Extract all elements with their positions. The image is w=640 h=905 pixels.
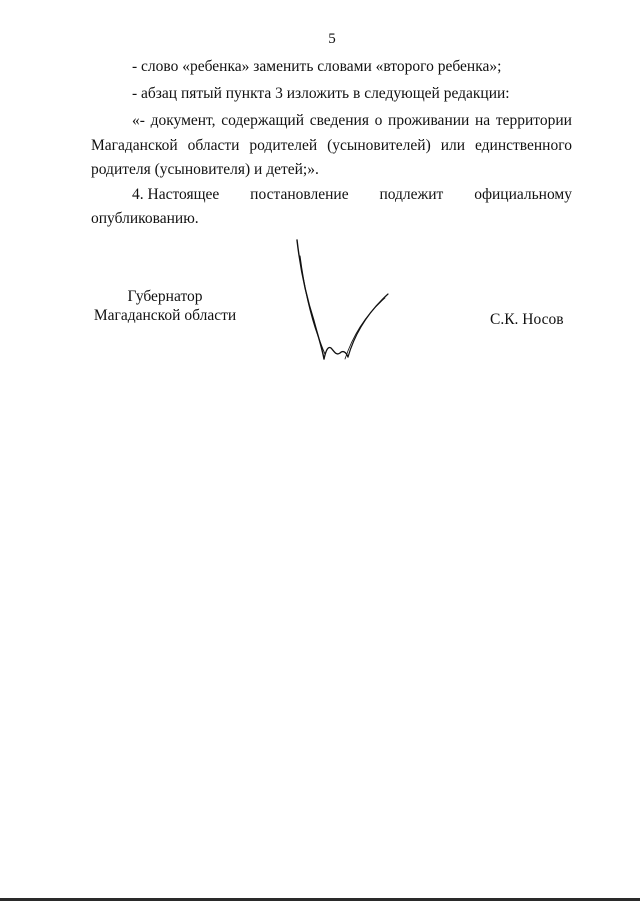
word: проживании <box>388 112 470 129</box>
signatory-name: С.К. Носов <box>490 311 564 328</box>
word: сведения <box>309 112 369 129</box>
word: документ, <box>150 112 216 129</box>
word: 4. Настоящее <box>132 186 220 203</box>
signatory-title-line-2: Магаданской области <box>93 307 237 324</box>
signatory-title <box>80 287 250 325</box>
word: о <box>374 112 383 129</box>
amendment-line-1: - слово «ребенка» заменить словами «второго ребенка»; <box>132 58 502 75</box>
word: официальному <box>474 186 572 203</box>
word: «- <box>132 112 145 129</box>
page-bottom-border <box>0 898 640 901</box>
word: родителей <box>249 137 318 154</box>
paragraph-4-line-1 <box>132 185 572 205</box>
amendment-line-2: - абзац пятый пункта 3 изложить в следующей редакции: <box>132 85 510 102</box>
word: единственного <box>474 137 572 154</box>
paragraph-4-line-2: опубликованию. <box>91 210 199 227</box>
word: на <box>474 112 491 129</box>
word: территории <box>495 112 572 129</box>
handwritten-signature <box>290 236 400 371</box>
page-number: 5 <box>328 31 336 47</box>
paragraph-3-line-2 <box>91 136 572 156</box>
word: (усыновителей) <box>327 137 431 154</box>
paragraph-3-line-1 <box>132 111 572 131</box>
word: постановление <box>250 186 349 203</box>
word: или <box>440 137 466 154</box>
paragraph-3-line-3: родителя (усыновителя) и детей;». <box>91 161 319 178</box>
word: подлежит <box>379 186 444 203</box>
word: содержащий <box>221 112 305 129</box>
signatory-title-line-1: Губернатор <box>127 288 203 305</box>
word: области <box>187 137 240 154</box>
word: Магаданской <box>91 137 178 154</box>
